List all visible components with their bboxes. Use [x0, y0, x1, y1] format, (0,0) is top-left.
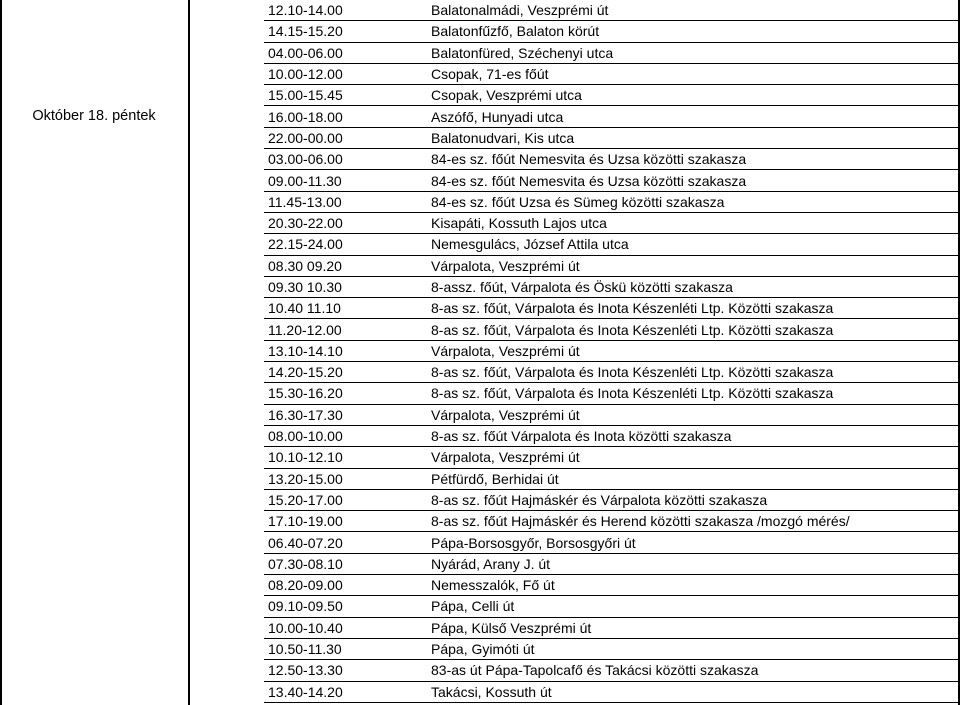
table-row [264, 340, 958, 361]
location-cell: 83-as út Pápa-Tapolcafő és Takácsi közötti szakasza [429, 660, 958, 681]
time-cell: 08.00-10.00 [264, 425, 429, 446]
time-cell: 12.10-14.00 [264, 0, 429, 21]
table-row [264, 42, 958, 63]
table-row [264, 383, 958, 404]
table-row [264, 85, 958, 106]
location-cell: 8-as sz. főút Hajmáskér és Várpalota közötti szakasza [429, 489, 958, 510]
table-row [264, 212, 958, 233]
table-row [264, 234, 958, 255]
location-cell: Pápa-Borsosgyőr, Borsosgyőri út [429, 532, 958, 553]
time-cell: 15.20-17.00 [264, 489, 429, 510]
time-cell: 22.00-00.00 [264, 127, 429, 148]
location-cell: Balatonudvari, Kis utca [429, 127, 958, 148]
location-cell: Aszófő, Hunyadi utca [429, 106, 958, 127]
schedule-body [264, 0, 958, 702]
table-row [264, 149, 958, 170]
table-row [264, 106, 958, 127]
time-cell: 10.40 11.10 [264, 298, 429, 319]
table-row [264, 404, 958, 425]
schedule-table [264, 0, 958, 703]
time-cell: 08.30 09.20 [264, 255, 429, 276]
location-cell: 8-as sz. főút, Várpalota és Inota Készenléti Ltp. Közötti szakasza [429, 383, 958, 404]
time-cell: 06.40-07.20 [264, 532, 429, 553]
location-cell: Várpalota, Veszprémi út [429, 447, 958, 468]
table-row [264, 511, 958, 532]
location-cell: 8-as sz. főút, Várpalota és Inota Készenléti Ltp. Közötti szakasza [429, 319, 958, 340]
table-row [264, 489, 958, 510]
location-cell: Balatonfüred, Széchenyi utca [429, 42, 958, 63]
time-cell: 10.50-11.30 [264, 638, 429, 659]
time-cell: 14.20-15.20 [264, 362, 429, 383]
table-row [264, 0, 958, 21]
location-cell: Várpalota, Veszprémi út [429, 255, 958, 276]
table-row [264, 468, 958, 489]
table-row [264, 362, 958, 383]
time-cell: 12.50-13.30 [264, 660, 429, 681]
time-cell: 16.00-18.00 [264, 106, 429, 127]
table-row [264, 276, 958, 297]
location-cell: Pápa, Külső Veszprémi út [429, 617, 958, 638]
time-cell: 09.30 10.30 [264, 276, 429, 297]
location-cell: Nemesgulács, József Attila utca [429, 234, 958, 255]
table-row [264, 319, 958, 340]
table-row [264, 425, 958, 446]
time-cell: 17.10-19.00 [264, 511, 429, 532]
table-row [264, 298, 958, 319]
location-cell: 8-as sz. főút Várpalota és Inota közötti szakasza [429, 425, 958, 446]
location-cell: Balatonalmádi, Veszprémi út [429, 0, 958, 21]
time-cell: 08.20-09.00 [264, 575, 429, 596]
time-cell: 13.20-15.00 [264, 468, 429, 489]
location-cell: Nyárád, Arany J. út [429, 553, 958, 574]
location-cell: Pápa, Celli út [429, 596, 958, 617]
location-cell: Pápa, Gyimóti út [429, 638, 958, 659]
time-cell: 11.20-12.00 [264, 319, 429, 340]
table-row [264, 170, 958, 191]
table-row [264, 447, 958, 468]
time-cell: 03.00-06.00 [264, 149, 429, 170]
table-row [264, 681, 958, 702]
location-cell: 8-as sz. főút, Várpalota és Inota Készenléti Ltp. Közötti szakasza [429, 362, 958, 383]
date-column-divider [188, 0, 190, 705]
day-label: Október 18. péntek [32, 108, 156, 124]
table-row [264, 660, 958, 681]
time-cell: 10.10-12.10 [264, 447, 429, 468]
time-cell: 22.15-24.00 [264, 234, 429, 255]
table-row [264, 21, 958, 42]
location-cell: Nemesszalók, Fő út [429, 575, 958, 596]
location-cell: Kisapáti, Kossuth Lajos utca [429, 212, 958, 233]
location-cell: Pétfürdő, Berhidai út [429, 468, 958, 489]
location-cell: 84-es sz. főút Uzsa és Sümeg közötti szakasza [429, 191, 958, 212]
time-cell: 09.10-09.50 [264, 596, 429, 617]
table-row [264, 575, 958, 596]
table-row [264, 63, 958, 84]
time-cell: 10.00-12.00 [264, 63, 429, 84]
table-row [264, 638, 958, 659]
table-row [264, 127, 958, 148]
location-cell: Takácsi, Kossuth út [429, 681, 958, 702]
table-row [264, 596, 958, 617]
table-row [264, 191, 958, 212]
location-cell: 8-assz. főút, Várpalota és Öskü közötti szakasza [429, 276, 958, 297]
time-cell: 14.15-15.20 [264, 21, 429, 42]
time-cell: 09.00-11.30 [264, 170, 429, 191]
time-cell: 04.00-06.00 [264, 42, 429, 63]
table-row [264, 532, 958, 553]
time-cell: 11.45-13.00 [264, 191, 429, 212]
time-cell: 07.30-08.10 [264, 553, 429, 574]
table-row [264, 617, 958, 638]
time-cell: 15.30-16.20 [264, 383, 429, 404]
location-cell: Várpalota, Veszprémi út [429, 340, 958, 361]
table-row [264, 255, 958, 276]
time-cell: 10.00-10.40 [264, 617, 429, 638]
time-cell: 15.00-15.45 [264, 85, 429, 106]
location-cell: 8-as sz. főút Hajmáskér és Herend közötti szakasza /mozgó mérés/ [429, 511, 958, 532]
location-cell: Csopak, Veszprémi utca [429, 85, 958, 106]
time-cell: 13.10-14.10 [264, 340, 429, 361]
location-cell: 8-as sz. főút, Várpalota és Inota Készenléti Ltp. Közötti szakasza [429, 298, 958, 319]
location-cell: 84-es sz. főút Nemesvita és Uzsa közötti szakasza [429, 170, 958, 191]
location-cell: 84-es sz. főút Nemesvita és Uzsa közötti szakasza [429, 149, 958, 170]
location-cell: Várpalota, Veszprémi út [429, 404, 958, 425]
time-cell: 16.30-17.30 [264, 404, 429, 425]
location-cell: Csopak, 71-es főút [429, 63, 958, 84]
location-cell: Balatonfűzfő, Balaton körút [429, 21, 958, 42]
time-cell: 13.40-14.20 [264, 681, 429, 702]
time-cell: 20.30-22.00 [264, 212, 429, 233]
table-row [264, 553, 958, 574]
